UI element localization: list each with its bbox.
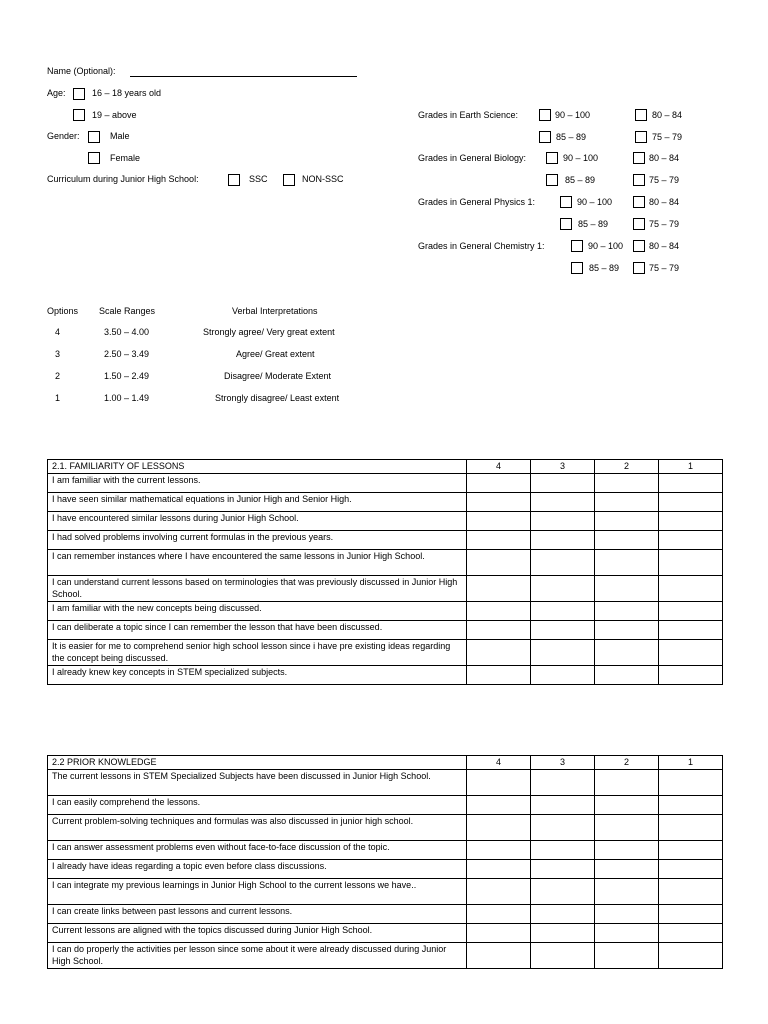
rating-cell-1[interactable] [659,878,723,904]
rating-cell-1[interactable] [659,530,723,549]
scale-interpretation: Disagree/ Moderate Extent [224,371,332,381]
table-row [48,665,723,684]
rating-cell-2[interactable] [595,904,659,923]
rating-cell-1[interactable] [659,814,723,840]
earth-science-90-100-checkbox[interactable] [539,109,551,121]
grade-option-label: 80 – 84 [649,153,680,163]
rating-cell-2[interactable] [595,575,659,601]
grade-option-label: 85 – 89 [578,219,609,229]
rating-cell-2[interactable] [595,878,659,904]
statement: Current problem-solving techniques and formulas was also discussed in junior high school. [48,814,467,840]
scale-option: 1 [55,393,61,403]
rating-cell-2[interactable] [595,795,659,814]
rating-cell-1[interactable] [659,620,723,639]
scale-header-ranges: Scale Ranges [99,306,156,316]
rating-cell-2[interactable] [595,530,659,549]
rating-cell-1[interactable] [659,840,723,859]
statement: I can easily comprehend the lessons. [48,795,467,814]
table-row [48,923,723,942]
rating-cell-4[interactable] [467,904,531,923]
table-row [48,601,723,620]
curriculum-label: Curriculum during Junior High School: [47,174,199,184]
rating-cell-4[interactable] [467,530,531,549]
scale-option: 3 [55,349,61,359]
section-title: 2.2 PRIOR KNOWLEDGE [48,756,467,770]
rating-cell-3[interactable] [531,942,595,968]
rating-cell-3[interactable] [531,840,595,859]
column-header: 3 [531,756,595,770]
rating-cell-1[interactable] [659,601,723,620]
rating-cell-4[interactable] [467,840,531,859]
statement: I can understand current lessons based on terminologies that was previously discussed in Junior High School. [48,575,467,601]
rating-cell-4[interactable] [467,492,531,511]
statement: I am familiar with the new concepts being discussed. [48,601,467,620]
table-row [48,769,723,795]
table-row [48,473,723,492]
rating-cell-1[interactable] [659,942,723,968]
grade-option-label: 90 – 100 [588,241,624,251]
table-header-row [48,460,723,474]
rating-cell-2[interactable] [595,473,659,492]
column-header: 4 [467,756,531,770]
table-row [48,549,723,575]
statement: The current lessons in STEM Specialized Subjects have been discussed in Junior High School. [48,769,467,795]
earth-science-80-84-checkbox[interactable] [635,109,647,121]
rating-cell-4[interactable] [467,942,531,968]
table-row [48,530,723,549]
name-label: Name (Optional): [47,66,116,76]
column-header: 2 [595,460,659,474]
age-19-above-checkbox[interactable] [73,109,85,121]
grade-option-label: 90 – 100 [577,197,613,207]
curriculum-option-label: NON-SSC [302,174,344,184]
table-row [48,639,723,665]
statement: I can answer assessment problems even without face-to-face discussion of the topic. [48,840,467,859]
rating-cell-1[interactable] [659,795,723,814]
rating-cell-3[interactable] [531,549,595,575]
grade-option-label: 90 – 100 [555,110,591,120]
earth-science-85-89-checkbox[interactable] [539,131,551,143]
grades-earth-science-label: Grades in Earth Science: [418,110,519,120]
physics-90-100-checkbox[interactable] [560,196,572,208]
table-row [48,814,723,840]
statement: It is easier for me to comprehend senior high school lesson since i have pre existing ideas regarding the concept being discussed. [48,639,467,665]
chemistry-75-79-checkbox[interactable] [633,262,645,274]
statement: Current lessons are aligned with the topics discussed during Junior High School. [48,923,467,942]
rating-cell-4[interactable] [467,620,531,639]
column-header: 1 [659,460,723,474]
column-header: 3 [531,460,595,474]
table-header-row [48,756,723,770]
physics-80-84-checkbox[interactable] [633,196,645,208]
rating-cell-4[interactable] [467,639,531,665]
gender-male-checkbox[interactable] [88,131,100,143]
rating-cell-4[interactable] [467,549,531,575]
scale-option: 4 [55,327,61,337]
table-row [48,942,723,968]
rating-cell-4[interactable] [467,878,531,904]
curriculum-option-label: SSC [249,174,268,184]
grade-option-label: 80 – 84 [652,110,683,120]
rating-cell-1[interactable] [659,473,723,492]
rating-cell-3[interactable] [531,639,595,665]
statement: I had solved problems involving current formulas in the previous years. [48,530,467,549]
table-row [48,620,723,639]
table-row [48,904,723,923]
statement: I already have ideas regarding a topic even before class discussions. [48,859,467,878]
rating-cell-3[interactable] [531,814,595,840]
rating-cell-2[interactable] [595,511,659,530]
rating-cell-3[interactable] [531,859,595,878]
rating-cell-1[interactable] [659,904,723,923]
grade-option-label: 80 – 84 [649,197,680,207]
rating-cell-1[interactable] [659,492,723,511]
statement: I am familiar with the current lessons. [48,473,467,492]
curriculum-ssc-checkbox[interactable] [228,174,240,186]
rating-cell-2[interactable] [595,639,659,665]
gender-label: Gender: [47,131,80,141]
grades-general-chemistry-label: Grades in General Chemistry 1: [418,241,545,251]
biology-80-84-checkbox[interactable] [633,152,645,164]
chemistry-90-100-checkbox[interactable] [571,240,583,252]
rating-cell-3[interactable] [531,511,595,530]
column-header: 4 [467,460,531,474]
rating-cell-3[interactable] [531,795,595,814]
rating-cell-3[interactable] [531,665,595,684]
grades-general-biology-label: Grades in General Biology: [418,153,527,163]
grade-option-label: 75 – 79 [649,175,680,185]
grade-option-label: 85 – 89 [589,263,620,273]
scale-header-options: Options [47,306,79,316]
physics-85-89-checkbox[interactable] [560,218,572,230]
rating-cell-2[interactable] [595,859,659,878]
physics-75-79-checkbox[interactable] [633,218,645,230]
prior-knowledge-table [47,755,723,969]
table-row [48,492,723,511]
statement: I can create links between past lessons and current lessons. [48,904,467,923]
statement: I already knew key concepts in STEM specialized subjects. [48,665,467,684]
rating-cell-4[interactable] [467,814,531,840]
scale-range: 1.00 – 1.49 [104,393,150,403]
rating-cell-4[interactable] [467,795,531,814]
grade-option-label: 75 – 79 [649,219,680,229]
rating-cell-1[interactable] [659,639,723,665]
rating-cell-1[interactable] [659,923,723,942]
grade-option-label: 75 – 79 [649,263,680,273]
rating-cell-2[interactable] [595,923,659,942]
rating-cell-3[interactable] [531,904,595,923]
rating-cell-3[interactable] [531,473,595,492]
statement: I can remember instances where I have encountered the same lessons in Junior High School. [48,549,467,575]
age-16-18-checkbox[interactable] [73,88,85,100]
familiarity-of-lessons-table [47,459,723,685]
rating-cell-1[interactable] [659,859,723,878]
rating-cell-4[interactable] [467,511,531,530]
biology-90-100-checkbox[interactable] [546,152,558,164]
scale-interpretation: Agree/ Great extent [236,349,315,359]
rating-cell-3[interactable] [531,575,595,601]
table-row [48,859,723,878]
rating-cell-1[interactable] [659,511,723,530]
statement: I can deliberate a topic since I can remember the lesson that have been discussed. [48,620,467,639]
scale-header-interpretations: Verbal Interpretations [232,306,318,316]
age-option-label: 19 – above [92,110,137,120]
column-header: 1 [659,756,723,770]
rating-cell-2[interactable] [595,942,659,968]
rating-cell-4[interactable] [467,575,531,601]
gender-option-label: Female [110,153,141,163]
rating-cell-2[interactable] [595,769,659,795]
rating-cell-2[interactable] [595,549,659,575]
rating-cell-4[interactable] [467,473,531,492]
age-option-label: 16 – 18 years old [92,88,162,98]
rating-cell-4[interactable] [467,923,531,942]
table-row [48,511,723,530]
rating-cell-4[interactable] [467,665,531,684]
rating-cell-2[interactable] [595,840,659,859]
scale-interpretation: Strongly agree/ Very great extent [203,327,335,337]
statement: I can do properly the activities per lesson since some about it were already discussed during Junior High School. [48,942,467,968]
rating-cell-1[interactable] [659,549,723,575]
rating-cell-2[interactable] [595,492,659,511]
rating-cell-3[interactable] [531,601,595,620]
rating-cell-1[interactable] [659,769,723,795]
rating-cell-3[interactable] [531,530,595,549]
scale-option: 2 [55,371,61,381]
rating-cell-3[interactable] [531,769,595,795]
table-row [48,795,723,814]
chemistry-85-89-checkbox[interactable] [571,262,583,274]
table-row [48,878,723,904]
scale-range: 2.50 – 3.49 [104,349,150,359]
scale-range: 1.50 – 2.49 [104,371,150,381]
grade-option-label: 80 – 84 [649,241,680,251]
biology-75-79-checkbox[interactable] [633,174,645,186]
grade-option-label: 85 – 89 [556,132,587,142]
rating-cell-2[interactable] [595,665,659,684]
rating-cell-4[interactable] [467,859,531,878]
curriculum-non-ssc-checkbox[interactable] [283,174,295,186]
rating-cell-2[interactable] [595,620,659,639]
earth-science-75-79-checkbox[interactable] [635,131,647,143]
rating-cell-3[interactable] [531,923,595,942]
column-header: 2 [595,756,659,770]
chemistry-80-84-checkbox[interactable] [633,240,645,252]
rating-cell-4[interactable] [467,601,531,620]
table-row [48,840,723,859]
grade-option-label: 90 – 100 [563,153,599,163]
grade-option-label: 75 – 79 [652,132,683,142]
rating-cell-4[interactable] [467,769,531,795]
rating-cell-3[interactable] [531,878,595,904]
grade-option-label: 85 – 89 [565,175,596,185]
name-field[interactable] [130,76,357,77]
scale-interpretation: Strongly disagree/ Least extent [215,393,340,403]
gender-female-checkbox[interactable] [88,152,100,164]
rating-cell-2[interactable] [595,601,659,620]
age-label: Age: [47,88,66,98]
rating-cell-3[interactable] [531,492,595,511]
rating-cell-3[interactable] [531,620,595,639]
grades-general-physics-label: Grades in General Physics 1: [418,197,536,207]
gender-option-label: Male [110,131,130,141]
section-title: 2.1. FAMILIARITY OF LESSONS [48,460,467,474]
rating-cell-1[interactable] [659,575,723,601]
statement: I have encountered similar lessons during Junior High School. [48,511,467,530]
rating-cell-1[interactable] [659,665,723,684]
table-row [48,575,723,601]
scale-range: 3.50 – 4.00 [104,327,150,337]
statement: I have seen similar mathematical equations in Junior High and Senior High. [48,492,467,511]
biology-85-89-checkbox[interactable] [546,174,558,186]
statement: I can integrate my previous learnings in Junior High School to the current lessons we have.. [48,878,467,904]
rating-cell-2[interactable] [595,814,659,840]
